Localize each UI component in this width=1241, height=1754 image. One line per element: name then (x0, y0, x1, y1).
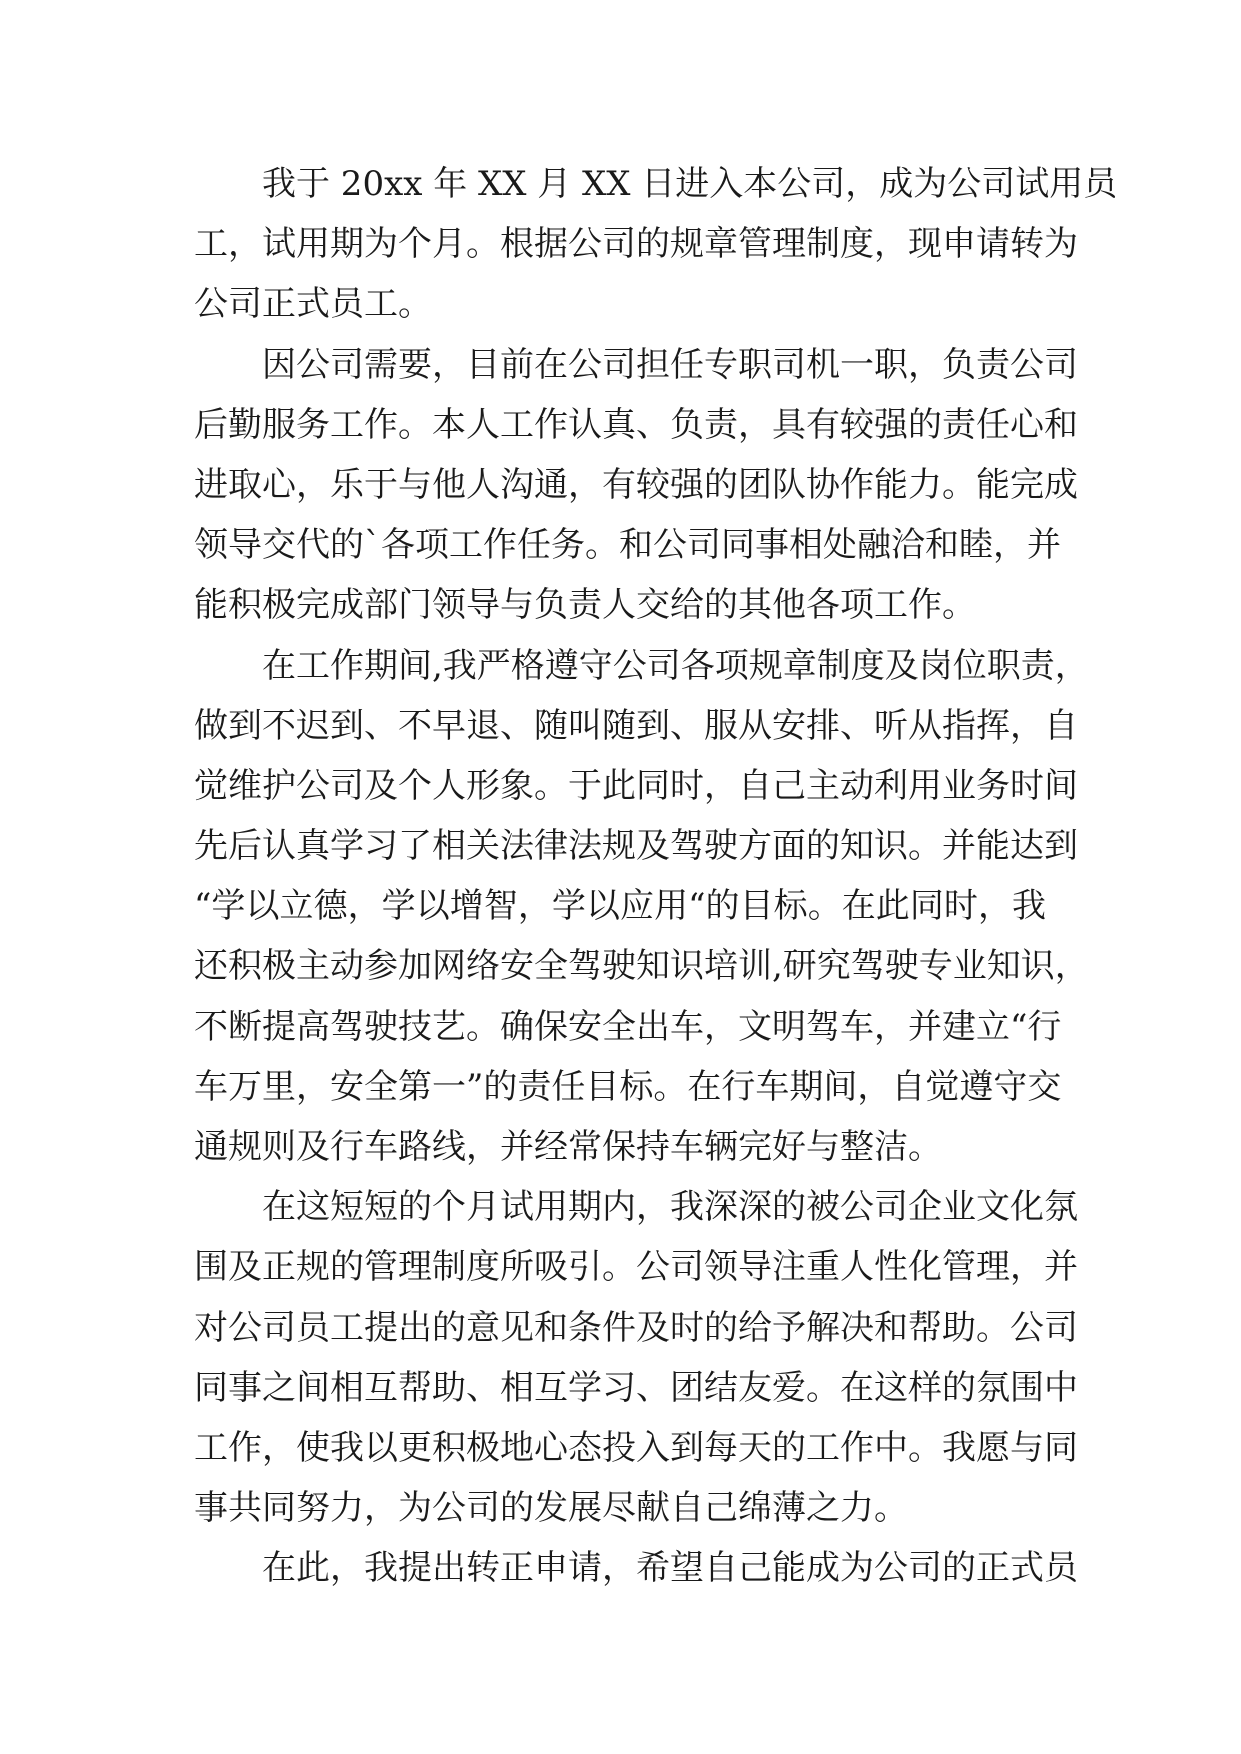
paragraph-5-line-1: 在此，我提出转正申请，希望自己能成为公司的正式员 (262, 1548, 1078, 1589)
paragraph-2-line-5: 能积极完成部门领导与负责人交给的其他各项工作。 (194, 585, 976, 626)
paragraph-3-line-2: 做到不迟到、不早退、随叫随到、服从安排、听从指挥，自 (194, 705, 1078, 746)
paragraph-2-line-4: 领导交代的`各项工作任务。和公司同事相处融洽和睦，并 (194, 525, 1061, 566)
paragraph-2-line-3: 进取心，乐于与他人沟通，有较强的团队协作能力。能完成 (194, 464, 1078, 505)
paragraph-3-line-3: 觉维护公司及个人形象。于此同时，自己主动利用业务时间 (194, 765, 1078, 806)
paragraph-3-line-8: 车万里，安全第一”的责任目标。在行车期间，自觉遵守交 (194, 1066, 1062, 1107)
paragraph-2-line-2: 后勤服务工作。本人工作认真、负责，具有较强的责任心和 (194, 404, 1078, 445)
paragraph-3-line-7: 不断提高驾驶技艺。确保安全出车，文明驾车，并建立“行 (194, 1006, 1062, 1047)
paragraph-1-line-3: 公司正式员工。 (194, 284, 432, 325)
paragraph-4-line-4: 同事之间相互帮助、相互学习、团结友爱。在这样的氛围中 (194, 1367, 1078, 1408)
paragraph-2-line-1: 因公司需要，目前在公司担任专职司机一职，负责公司 (262, 344, 1078, 385)
paragraph-3-line-4: 先后认真学习了相关法律法规及驾驶方面的知识。并能达到 (194, 826, 1078, 867)
paragraph-4-line-6: 事共同努力，为公司的发展尽献自己绵薄之力。 (194, 1488, 908, 1529)
paragraph-4-line-3: 对公司员工提出的意见和条件及时的给予解决和帮助。公司 (194, 1307, 1078, 1348)
paragraph-4-line-5: 工作，使我以更积极地心态投入到每天的工作中。我愿与同 (194, 1427, 1078, 1468)
paragraph-3-line-5: “学以立德，学以增智，学以应用“的目标。在此同时，我 (194, 886, 1046, 927)
paragraph-3-line-6: 还积极主动参加网络安全驾驶知识培训,研究驾驶专业知识， (194, 946, 1089, 987)
paragraph-4-line-1: 在这短短的个月试用期内，我深深的被公司企业文化氛 (262, 1187, 1078, 1228)
document-body (194, 154, 1118, 1599)
paragraph-4-line-2: 围及正规的管理制度所吸引。公司领导注重人性化管理，并 (194, 1247, 1078, 1288)
paragraph-1-line-1: 我于 20xx 年 XX 月 XX 日进入本公司，成为公司试用员 (262, 164, 1118, 204)
paragraph-3-line-9: 通规则及行车路线，并经常保持车辆完好与整洁。 (194, 1127, 942, 1167)
paragraph-1-line-2: 工，试用期为个月。根据公司的规章管理制度，现申请转为 (194, 224, 1078, 265)
paragraph-3-line-1: 在工作期间,我严格遵守公司各项规章制度及岗位职责， (262, 645, 1089, 686)
